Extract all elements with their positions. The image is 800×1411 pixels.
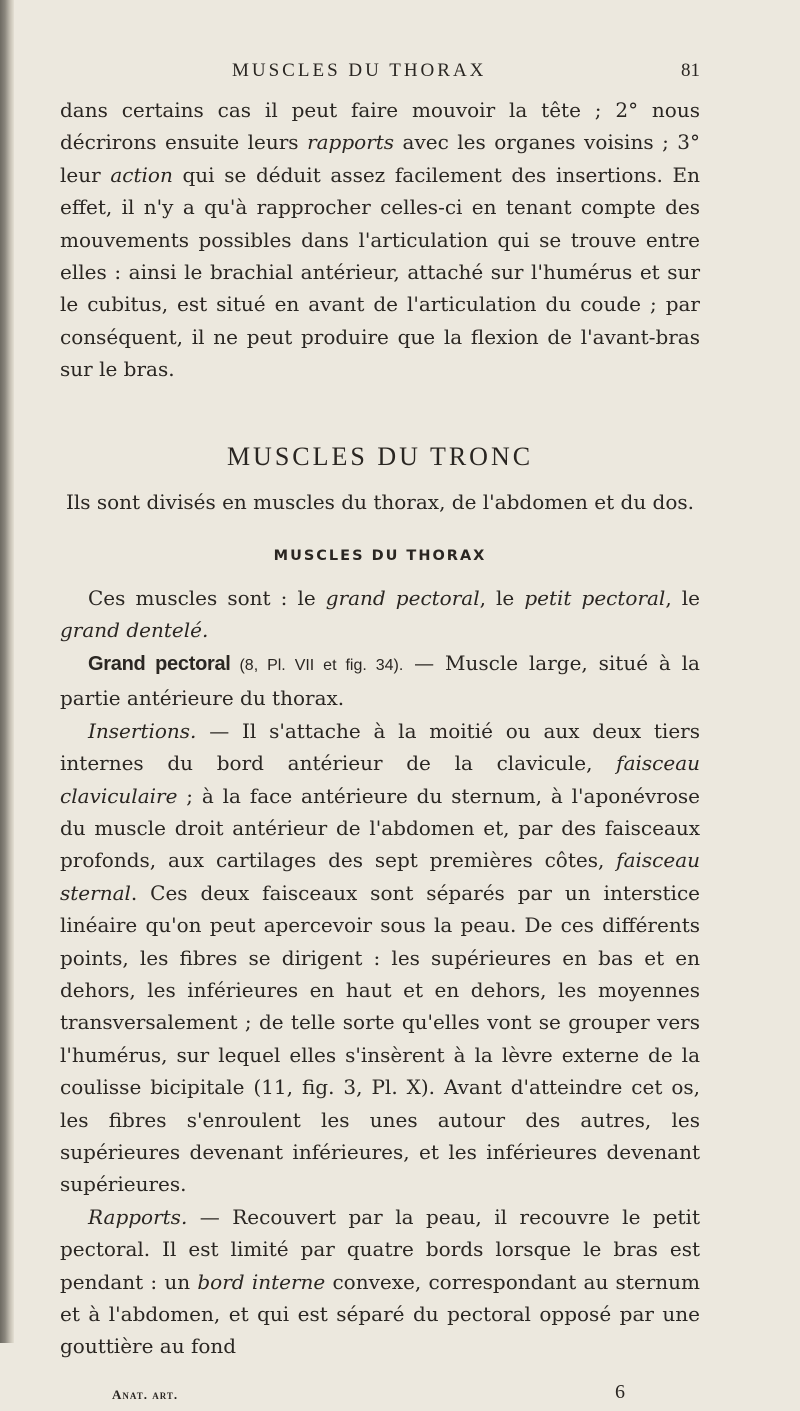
section-intro: Ils sont divisés en muscles du thorax, de l'abdomen et du dos.: [65, 489, 695, 514]
italic-term-grand-dentele: grand dentelé.: [60, 618, 209, 643]
italic-term-grand-pectoral: grand pectoral: [325, 586, 480, 611]
text-run: dans certains cas il peut faire mouvoir la tête ; 2° nous décrirons ensuite leurs: [60, 98, 700, 155]
text-run: convexe, correspondant au sternum et à l'abdomen, et qui est séparé du pectoral opposé par une gouttière au fond: [60, 1269, 700, 1359]
text-run: — Muscle large, situé à la partie antérieure du thorax.: [60, 650, 700, 711]
paragraph-rapports: [60, 1201, 700, 1363]
subsection-title: MUSCLES DU THORAX: [273, 548, 487, 565]
text-run: , le: [479, 586, 525, 611]
italic-term-faisceau-claviculaire: faisceau claviculaire: [60, 751, 700, 808]
text-run: — Il s'attache à la moitié ou aux deux tiers internes du bord antérieur de la clavicule,: [60, 718, 700, 776]
text-run: — Recouvert par la peau, il recouvre le petit pectoral. Il est limité par quatre bords lorsque le bras est pendant : un: [60, 1204, 700, 1294]
paragraph-insertions: [60, 715, 700, 1201]
text-run: qui se déduit assez facilement des insertions. En effet, il n'y a qu'à rapprocher celles-ci en tenant compte des mouvements possibles dans l'articulation qui se trouve entre elles : ainsi le brachial antérieur, attaché sur l'humérus et sur le cubitus, est situé en avant de l'articulation du coude ; par conséquent, il ne peut produire que la flexion de l'avant-bras sur le bras.: [60, 162, 701, 382]
signature-mark: Anat. art.: [112, 1386, 179, 1402]
plate-reference: (8, Pl. VII et fig. 34).: [230, 656, 404, 674]
italic-term-action: action: [110, 162, 173, 187]
paragraph-grand-pectoral: [60, 647, 700, 715]
section-title: MUSCLES DU TRONC: [226, 441, 534, 471]
text-run: . Ces deux faisceaux sont séparés par un interstice linéaire qu'on peut apercevoir sous la peau. De ces différents points, les fibres se dirigent : les supérieures en bas et en dehors, les inférieures en haut et en dehors, les moyennes transversalement ; de telle sorte qu'elles vont se grouper vers l'humérus, sur lequel elles s'insèrent à la lèvre externe de la coulisse bicipitale (11, fig. 3, Pl. X). Avant d'atteindre cet os, les fibres s'enroulent les unes autour des autres, les supérieures devenant inférieures, et les inférieures devenant supérieures.: [60, 880, 700, 1197]
page: [60, 60, 700, 1411]
italic-term-bord-interne: bord interne: [197, 1269, 326, 1294]
subheading-rapports: Rapports.: [88, 1204, 188, 1229]
italic-term-petit-pectoral: petit pectoral: [524, 586, 666, 611]
running-head: [60, 60, 700, 94]
running-head-title: MUSCLES DU THORAX: [232, 60, 487, 81]
text-run: ; à la face antérieure du sternum, à l'aponévrose du muscle droit antérieur de l'abdomen et, par des faisceaux profonds, aux cartilages des sept premières côtes,: [60, 783, 700, 873]
paragraph-continuation: [60, 94, 700, 386]
italic-term-faisceau-sternal: faisceau sternal: [60, 848, 700, 905]
text-run: avec les organes voisins ; 3° leur: [60, 130, 701, 187]
page-number: 81: [681, 60, 700, 81]
book-spine-shadow: [0, 0, 14, 1343]
italic-term-rapports: rapports: [307, 130, 395, 155]
text-run: Ces muscles sont : le: [88, 586, 326, 611]
muscle-heading: Grand pectoral: [88, 652, 231, 675]
sheet-number: 6: [615, 1380, 625, 1403]
text-run: , le: [665, 586, 700, 611]
paragraph-muscle-list: [60, 582, 700, 647]
page-footer: [60, 1381, 700, 1411]
subheading-insertions: Insertions.: [88, 718, 197, 743]
